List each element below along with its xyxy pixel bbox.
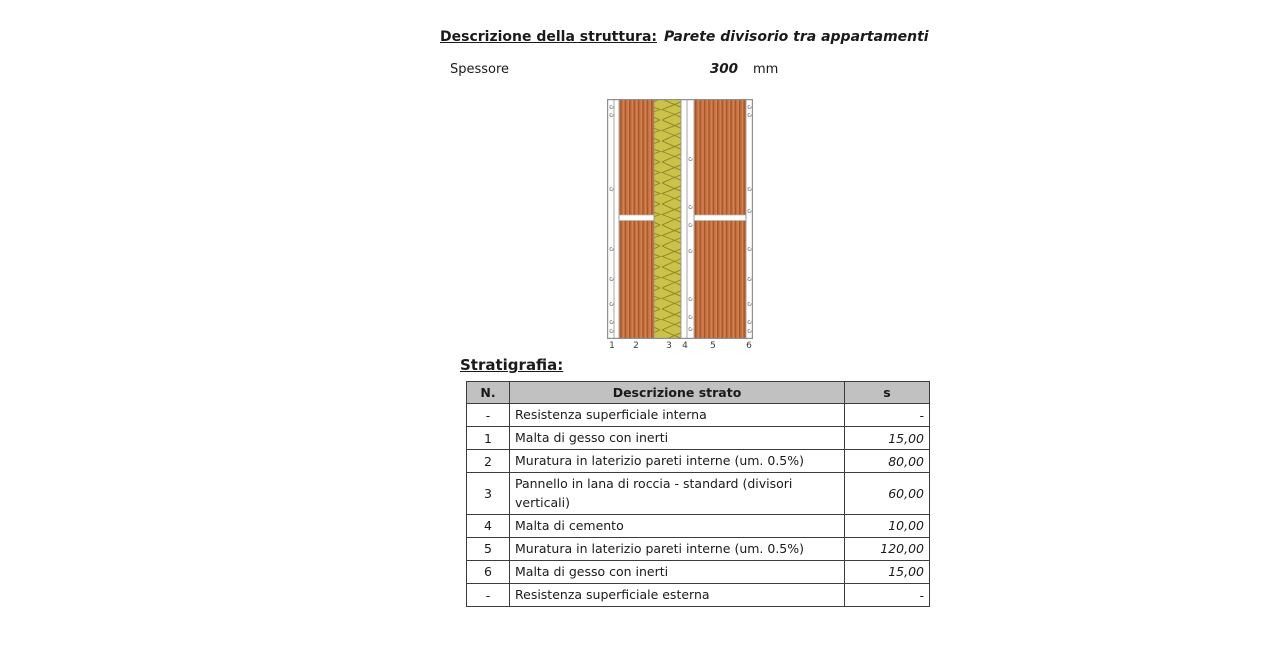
structure-title-value: Parete divisorio tra appartamenti: [664, 29, 929, 45]
structure-title-label: Descrizione della struttura:: [440, 29, 657, 45]
mortar-joint-left: [619, 215, 654, 221]
layer-3-rockwool-insulation: [654, 99, 681, 339]
stratigraphy-heading: Stratigrafia:: [460, 356, 564, 374]
layer-thickness-cell: 10,00: [845, 514, 930, 537]
stratigraphy-table-body: [467, 404, 930, 607]
header-layer-thickness: s: [845, 382, 930, 404]
structure-title: [440, 29, 929, 45]
layer-number-4: 4: [682, 341, 688, 351]
table-row: [467, 537, 930, 560]
wall-section-diagram: [607, 99, 753, 339]
table-row: [467, 473, 930, 514]
layer-number-cell: 2: [467, 450, 510, 473]
layer-number-5: 5: [710, 341, 716, 351]
table-row: [467, 584, 930, 607]
layer-description-cell: Resistenza superficiale esterna: [510, 584, 845, 607]
layer-thickness-cell: -: [845, 404, 930, 427]
layer-number-cell: 6: [467, 560, 510, 583]
layer-number-1: 1: [609, 341, 615, 351]
layer-number-cell: 5: [467, 537, 510, 560]
layer-description-cell: Malta di cemento: [510, 514, 845, 537]
table-row: [467, 560, 930, 583]
header-layer-number: N.: [467, 382, 510, 404]
table-row: [467, 450, 930, 473]
layer-thickness-cell: 15,00: [845, 560, 930, 583]
table-row: [467, 404, 930, 427]
layer-thickness-cell: 120,00: [845, 537, 930, 560]
table-row: [467, 427, 930, 450]
layer-number-cell: 1: [467, 427, 510, 450]
layer-number-cell: -: [467, 404, 510, 427]
layer-thickness-cell: 60,00: [845, 473, 930, 514]
table-row: [467, 514, 930, 537]
layer-thickness-cell: -: [845, 584, 930, 607]
thickness-value: 300: [709, 61, 738, 77]
layer-number-cell: 3: [467, 473, 510, 514]
layer-number-cell: -: [467, 584, 510, 607]
layer-number-3: 3: [666, 341, 672, 351]
layer-number-cell: 4: [467, 514, 510, 537]
layer-thickness-cell: 15,00: [845, 427, 930, 450]
layer-description-cell: Malta di gesso con inerti: [510, 560, 845, 583]
layer-number-2: 2: [633, 341, 639, 351]
stratigraphy-table: [466, 381, 930, 607]
layer-description-cell: Muratura in laterizio pareti interne (um. 0.5%): [510, 450, 845, 473]
mortar-joint-right: [694, 215, 746, 221]
layer-description-cell: Malta di gesso con inerti: [510, 427, 845, 450]
layer-description-cell: Muratura in laterizio pareti interne (um. 0.5%): [510, 537, 845, 560]
thickness-unit: mm: [753, 62, 779, 77]
table-header-row: [467, 382, 930, 404]
thickness-label: Spessore: [450, 62, 510, 77]
header-layer-description: Descrizione strato: [510, 382, 845, 404]
layer-description-cell: Pannello in lana di roccia - standard (divisori verticali): [510, 473, 845, 514]
layer-description-cell: Resistenza superficiale interna: [510, 404, 845, 427]
layer-number-6: 6: [746, 341, 752, 351]
layer-thickness-cell: 80,00: [845, 450, 930, 473]
